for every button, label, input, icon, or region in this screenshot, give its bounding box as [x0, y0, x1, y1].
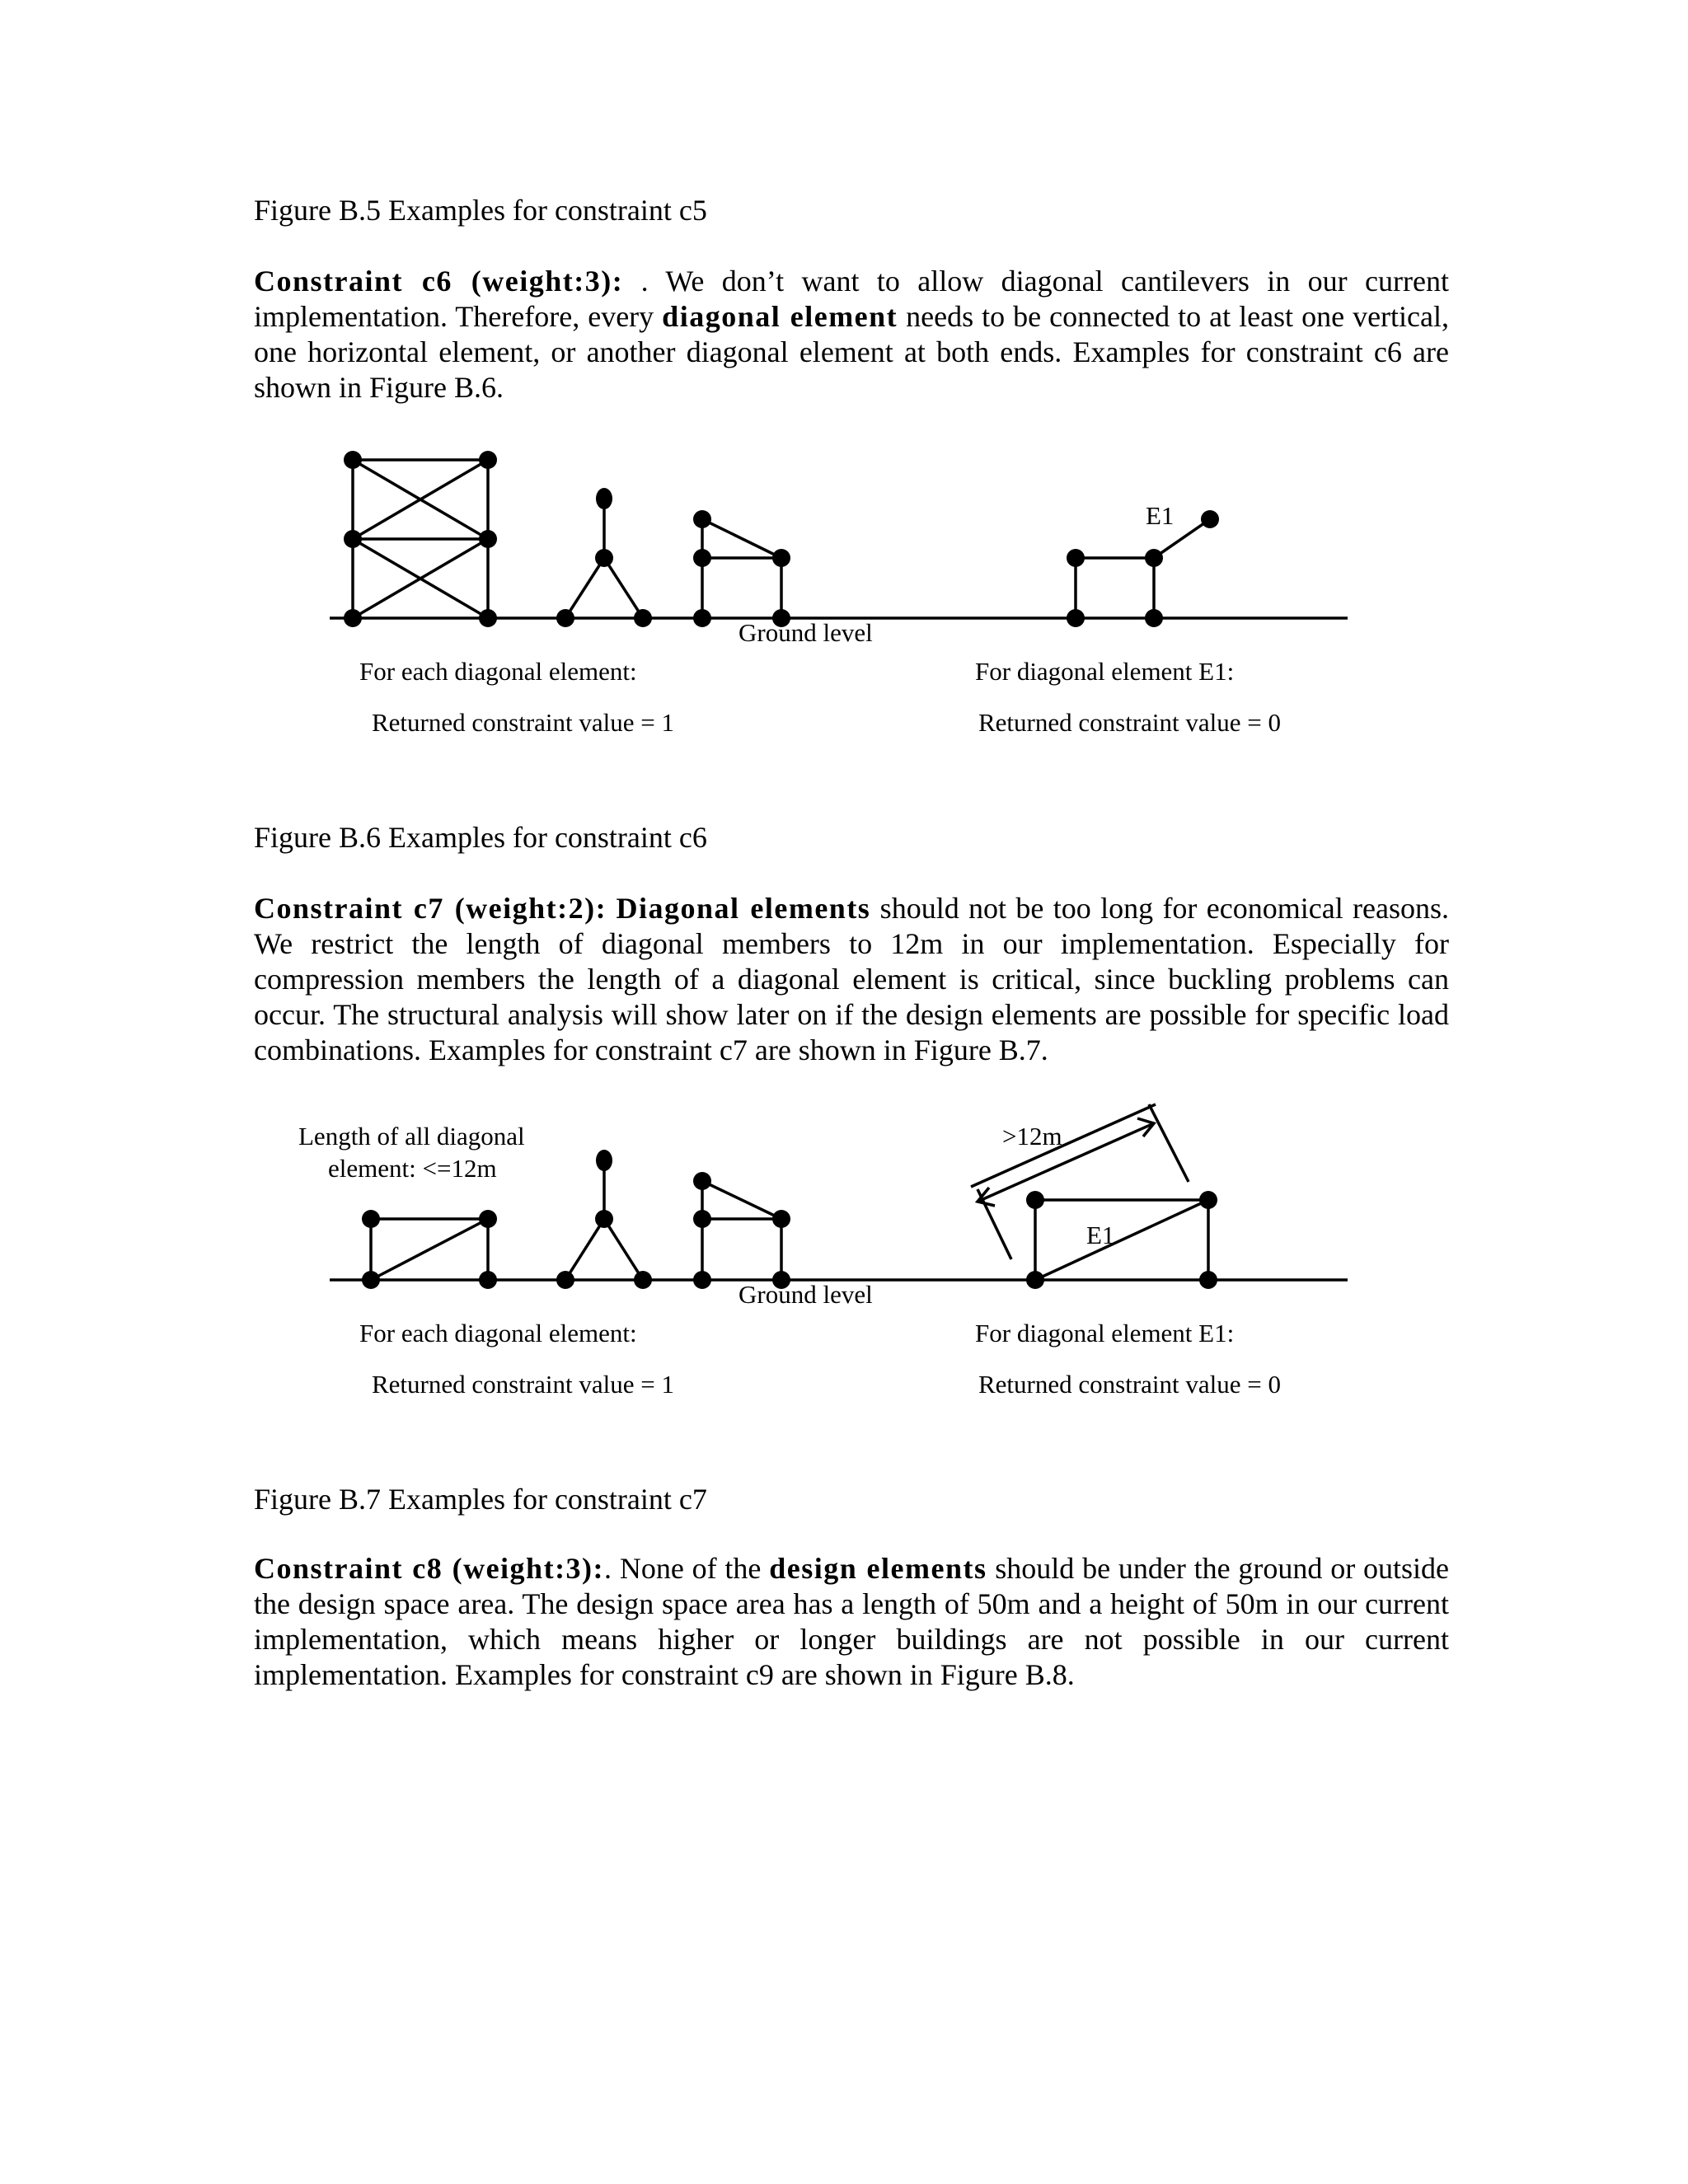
y-diagonal: [565, 558, 604, 618]
e1-label: E1: [1086, 1221, 1115, 1249]
figure-b6-caption: Figure B.6 Examples for constraint c6: [254, 821, 707, 854]
constraint-c6-text-1: . We don’t want to allow diagonal cantilevers in our current implementation. Therefore, every: [254, 265, 1449, 333]
constraint-c6-text-2: needs to be connected to at least one vertical, one horizontal element, or another diagonal element at both ends. Examples for constraint c6 are shown in Figure B.6.: [254, 300, 1449, 404]
node: [1145, 549, 1163, 567]
right-value: Returned constraint value = 0: [978, 1370, 1281, 1399]
node: [1026, 1191, 1044, 1209]
node: [479, 1210, 497, 1228]
figure-b6-diagram: [0, 437, 1688, 750]
node: [595, 549, 613, 567]
e1-label: E1: [1146, 501, 1175, 530]
constraint-c7-paragraph: [254, 891, 1449, 1068]
constraint-c6-bold-term: diagonal element: [662, 300, 898, 333]
node: [479, 609, 497, 627]
node: [479, 451, 497, 469]
node: [772, 1210, 790, 1228]
node: [1199, 1271, 1217, 1289]
node: [693, 549, 711, 567]
frame-diagonal: [702, 519, 781, 558]
node: [556, 1271, 574, 1289]
constraint-c6-title: Constraint c6 (weight:3):: [254, 265, 624, 298]
y-diagonal: [565, 1219, 604, 1280]
node: [1026, 1271, 1044, 1289]
node: [1201, 510, 1219, 528]
length-label-line-1: Length of all diagonal: [298, 1122, 525, 1151]
left-heading: For each diagonal element:: [359, 657, 637, 686]
figure-b7-diagram: [0, 1096, 1688, 1418]
node: [693, 1210, 711, 1228]
node: [772, 549, 790, 567]
node: [595, 1210, 613, 1228]
node: [479, 530, 497, 548]
node: [362, 1210, 380, 1228]
node: [693, 1172, 711, 1190]
constraint-c8-text-2: should be under the ground or outside the design space area. The design space area has a length of 50m and a height of 50m in our current implementation, which means higher or longer buildings are not possible in our current implementation. Examples for constraint c9 are shown in Figure B.8.: [254, 1552, 1449, 1691]
length-label-line-2: element: <=12m: [328, 1154, 497, 1183]
dimension-extension: [1149, 1104, 1189, 1182]
node: [479, 1271, 497, 1289]
figure-b7-caption: Figure B.7 Examples for constraint c7: [254, 1483, 707, 1516]
node: [1067, 549, 1085, 567]
node: [1067, 609, 1085, 627]
node: [693, 609, 711, 627]
constraint-c6-paragraph: [254, 264, 1449, 405]
dimension-extension: [971, 1104, 1156, 1187]
node: [693, 1271, 711, 1289]
constraint-c7-title: Constraint c7 (weight:2):: [254, 892, 607, 925]
right-value: Returned constraint value = 0: [978, 708, 1281, 737]
node: [1199, 1191, 1217, 1209]
constraint-c8-bold-term: design elements: [769, 1552, 987, 1585]
ground-level-label: Ground level: [738, 618, 873, 647]
constraint-c8-paragraph: [254, 1551, 1449, 1693]
node: [596, 1150, 612, 1171]
node: [596, 488, 612, 509]
constraint-c8-title: Constraint c8 (weight:3):: [254, 1552, 605, 1585]
node: [634, 609, 652, 627]
left-heading: For each diagonal element:: [359, 1319, 637, 1347]
ground-level-label: Ground level: [738, 1280, 873, 1309]
figure-b6: [0, 437, 1688, 750]
node: [634, 1271, 652, 1289]
left-value: Returned constraint value = 1: [372, 708, 674, 737]
node: [344, 451, 362, 469]
right-heading: For diagonal element E1:: [975, 1319, 1235, 1347]
frame-diagonal: [371, 1219, 488, 1280]
y-diagonal: [604, 558, 643, 618]
figure-b7: [0, 1096, 1688, 1418]
frame-diagonal: [702, 1181, 781, 1219]
diagonal-e1: [1035, 1200, 1208, 1280]
node: [362, 1271, 380, 1289]
node: [344, 609, 362, 627]
constraint-c7-text: should not be too long for economical reasons. We restrict the length of diagonal members to 12m in our implementation. Especially for compression members the length of a diagonal element is critical, since buckling problems can occur. The structural analysis will show later on if the design elements are possible for specific load combinations. Examples for constraint c7 are shown in Figure B.7.: [254, 892, 1450, 1066]
figure-b5-caption: Figure B.5 Examples for constraint c5: [254, 194, 707, 227]
left-value: Returned constraint value = 1: [372, 1370, 674, 1399]
node: [556, 609, 574, 627]
constraint-c7-bold-term: Diagonal elements: [616, 892, 871, 925]
node: [1145, 609, 1163, 627]
node: [344, 530, 362, 548]
constraint-c8-text-1: . None of the: [604, 1552, 770, 1585]
dimension-label: >12m: [1002, 1122, 1062, 1151]
node: [693, 510, 711, 528]
right-heading: For diagonal element E1:: [975, 657, 1235, 686]
y-diagonal: [604, 1219, 643, 1280]
